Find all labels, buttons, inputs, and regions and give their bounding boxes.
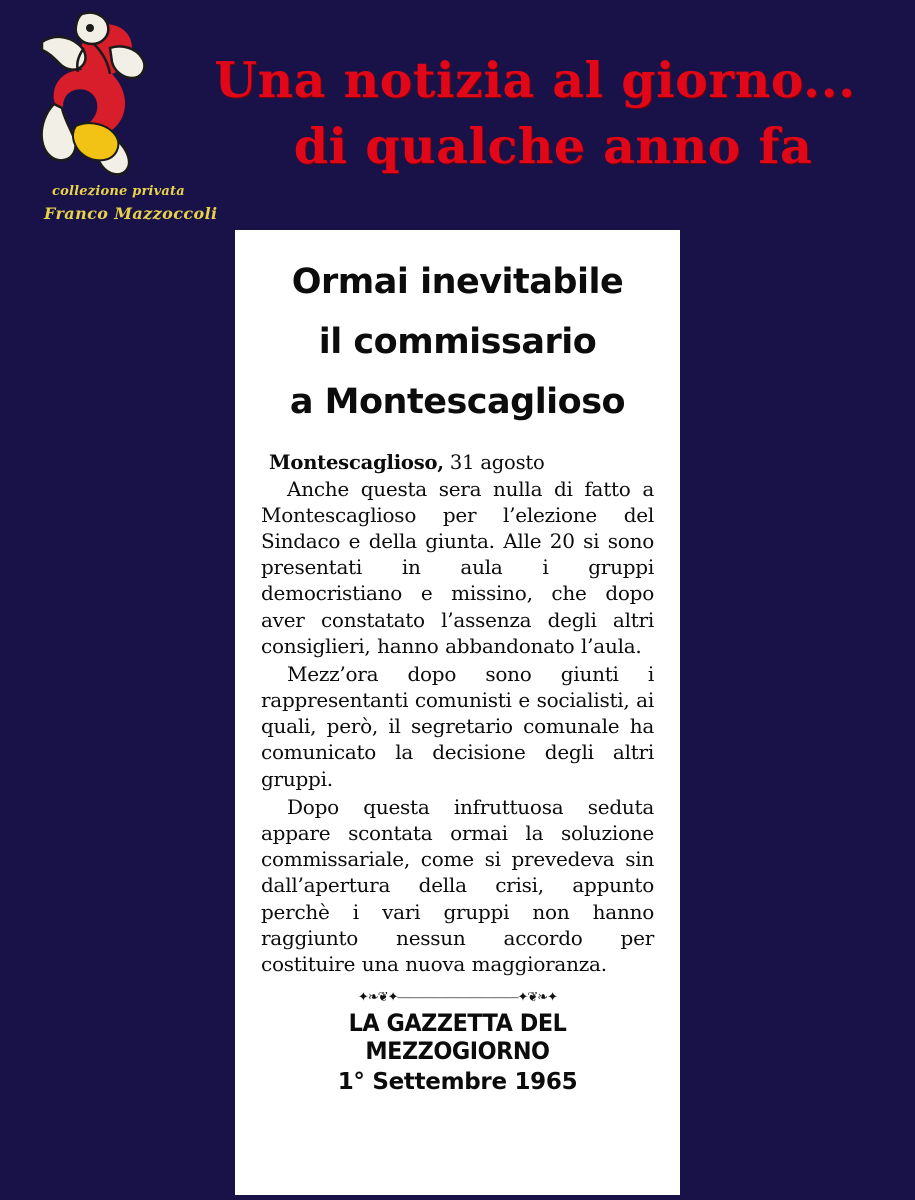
collection-credit-line1: collezione privata (52, 184, 185, 199)
article-headline (261, 252, 654, 433)
dateline-date: 31 agosto (449, 450, 545, 474)
newspaper-name: LA GAZZETTA DEL MEZZOGIORNO (348, 1009, 567, 1066)
page-header (0, 0, 915, 228)
article-paragraph-3: Dopo questa infruttuosa seduta appare scontata ormai la soluzione commissariale, come si prevedeva sin dall’apertura della crisi, appunto perchè i vari gruppi non hanno raggiunto nessun accordo per costituire una nuova maggioranza. (261, 794, 654, 976)
page-title-line1: Una notizia al giorno... (214, 51, 856, 109)
newspaper-clipping (235, 230, 680, 1195)
decorative-divider-icon: ✦❧❦✦——————————✦❦❧✦ (357, 989, 558, 1005)
article-headline-line3: a Montescaglioso (289, 382, 626, 423)
page-title-line2: di qualche anno fa (293, 116, 813, 175)
newspaper-date: 1° Settembre 1965 (337, 1069, 578, 1096)
article-dateline (269, 451, 654, 474)
collection-credit-line2: Franco Mazzoccoli (44, 204, 218, 223)
article-paragraph-2: Mezz’ora dopo sono giunti i rappresentanti comunisti e socialisti, ai quali, però, il segretario comunale ha comunicato la decisione degli altri gruppi. (261, 661, 654, 791)
dancing-figure-logo-icon (24, 8, 164, 183)
article-paragraph-1: Anche questa sera nulla di fatto a Montescaglioso per l’elezione del Sindaco e della giunta. Alle 20 si sono presentati in aula i gruppi democristiano e missino, che dopo aver constatato l’assenza degli altri consiglieri, hanno abbandonato l’aula. (261, 476, 654, 658)
dateline-place: Montescaglioso, (269, 450, 444, 474)
article-headline-line1: Ormai inevitabile (291, 262, 624, 302)
page-title (170, 48, 900, 179)
article-headline-line2: il commissario (318, 322, 597, 363)
